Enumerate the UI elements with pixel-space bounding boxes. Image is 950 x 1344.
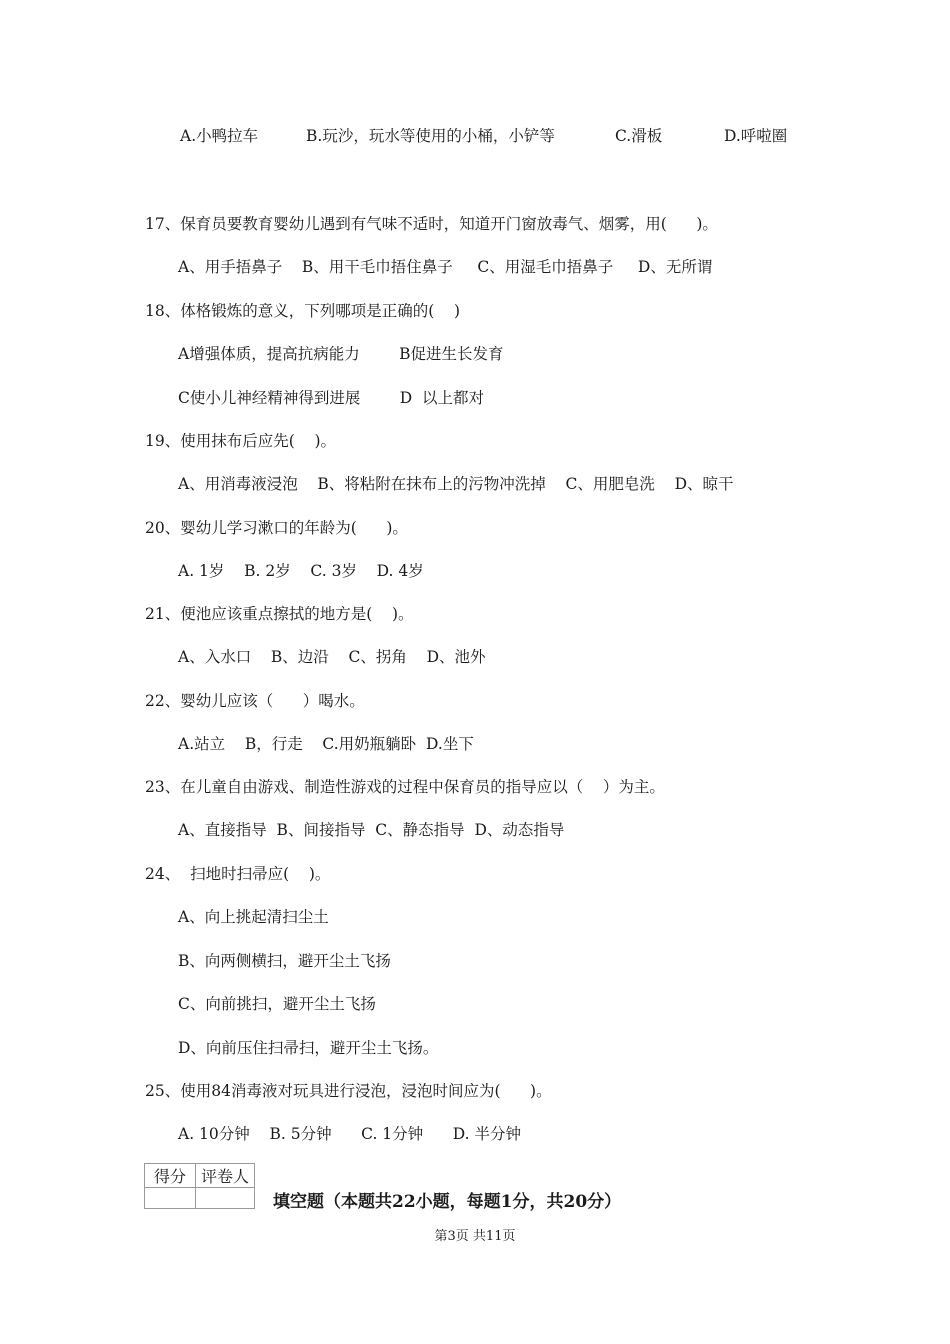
question-options: A增强体质，提高抗病能力 B促进生长发育 bbox=[178, 345, 504, 363]
page-footer: 第3页 共11页 bbox=[434, 1229, 516, 1244]
reviewer-header: 评卷人 bbox=[196, 1164, 255, 1188]
question-options: A、向上挑起清扫尘土 bbox=[178, 908, 329, 926]
question-stem: 23、在儿童自由游戏、制造性游戏的过程中保育员的指导应以（ ）为主。 bbox=[145, 778, 665, 796]
section-title: 填空题（本题共22小题，每题1分，共20分） bbox=[273, 1192, 622, 1212]
score-header: 得分 bbox=[145, 1164, 196, 1188]
score-cell bbox=[145, 1188, 196, 1209]
q16-option-c: C.滑板 bbox=[615, 127, 663, 145]
question-options: B、向两侧横扫，避开尘土飞扬 bbox=[178, 952, 391, 970]
question-stem: 17、保育员要教育婴幼儿遇到有气味不适时，知道开门窗放毒气、烟雾，用( )。 bbox=[145, 215, 718, 233]
question-options: A.站立 B，行走 C.用奶瓶躺卧 D.坐下 bbox=[178, 735, 474, 753]
question-stem: 20、婴幼儿学习漱口的年龄为( )。 bbox=[145, 519, 408, 537]
question-stem: 21、便池应该重点擦拭的地方是( )。 bbox=[145, 605, 414, 623]
question-options: C使小儿神经精神得到进展 D 以上都对 bbox=[178, 389, 485, 407]
score-table bbox=[144, 1163, 255, 1209]
question-options: C、向前挑扫，避开尘土飞扬 bbox=[178, 995, 376, 1013]
question-stem: 18、体格锻炼的意义，下列哪项是正确的( ) bbox=[145, 302, 461, 320]
question-options: A. 10分钟 B. 5分钟 C. 1分钟 D. 半分钟 bbox=[178, 1125, 521, 1143]
q16-option-a: A.小鸭拉车 bbox=[180, 127, 259, 145]
question-stem: 25、使用84消毒液对玩具进行浸泡，浸泡时间应为( )。 bbox=[145, 1082, 552, 1100]
q16-option-d: D.呼啦圈 bbox=[724, 127, 788, 145]
reviewer-cell bbox=[196, 1188, 255, 1209]
question-stem: 24、 扫地时扫帚应( )。 bbox=[145, 865, 331, 883]
question-stem: 19、使用抹布后应先( )。 bbox=[145, 432, 337, 450]
q16-option-b: B.玩沙，玩水等使用的小桶，小铲等 bbox=[306, 127, 555, 145]
question-options: A、用手捂鼻子 B、用干毛巾捂住鼻子 C、用湿毛巾捂鼻子 D、无所谓 bbox=[178, 258, 713, 276]
question-options: D、向前压住扫帚扫，避开尘土飞扬。 bbox=[178, 1039, 439, 1057]
question-options: A、用消毒液浸泡 B、将粘附在抹布上的污物冲洗掉 C、用肥皂洗 D、晾干 bbox=[178, 475, 734, 493]
question-options: A、直接指导 B、间接指导 C、静态指导 D、动态指导 bbox=[178, 821, 565, 839]
question-options: A. 1岁 B. 2岁 C. 3岁 D. 4岁 bbox=[178, 562, 424, 580]
question-options: A、入水口 B、边沿 C、拐角 D、池外 bbox=[178, 648, 486, 666]
question-stem: 22、婴幼儿应该（ ）喝水。 bbox=[145, 692, 365, 710]
